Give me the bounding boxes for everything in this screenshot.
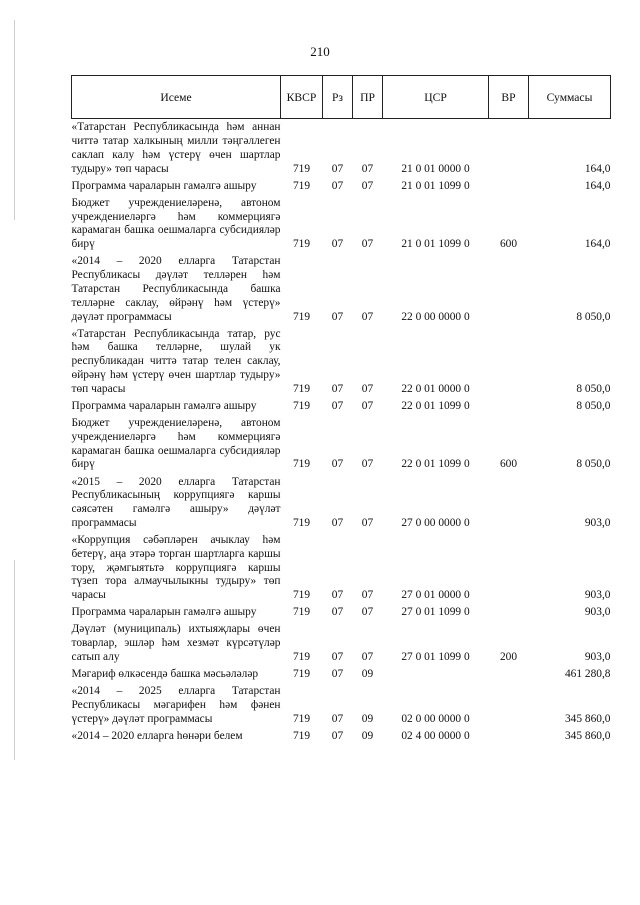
row-pr: 09 [361, 712, 374, 725]
table-row [72, 119, 611, 178]
row-name: Программа чараларын гамәлгә ашыру [71, 179, 257, 192]
row-csr: 22 0 01 1099 0 [401, 399, 470, 412]
row-sum: 903,0 [584, 589, 611, 602]
row-vr [489, 253, 529, 325]
table-row [72, 398, 611, 415]
row-vr [489, 604, 529, 621]
row-sum: 903,0 [584, 516, 611, 529]
row-csr: 27 0 01 0000 0 [401, 589, 470, 602]
row-kvsr: 719 [292, 310, 311, 323]
row-sum: 461 280,8 [564, 668, 611, 681]
row-csr: 27 0 01 1099 0 [401, 650, 470, 663]
row-csr: 27 0 01 1099 0 [401, 606, 470, 619]
row-kvsr: 719 [292, 589, 311, 602]
row-rz: 07 [331, 712, 344, 725]
row-rz: 07 [331, 606, 344, 619]
page-number: 210 [310, 44, 330, 59]
row-kvsr: 719 [292, 516, 311, 529]
row-kvsr: 719 [292, 382, 311, 395]
row-name: «2014 – 2020 елларга һөнәри белем [71, 729, 243, 742]
row-pr: 07 [361, 310, 374, 323]
row-pr: 07 [361, 382, 374, 395]
row-rz: 07 [331, 399, 344, 412]
row-vr [489, 398, 529, 415]
row-rz: 07 [331, 516, 344, 529]
row-sum: 8 050,0 [576, 399, 611, 412]
row-vr [489, 119, 529, 178]
row-rz: 07 [331, 238, 344, 251]
table-row [72, 473, 611, 531]
table-row [72, 325, 611, 397]
row-sum: 8 050,0 [576, 310, 611, 323]
row-pr: 07 [361, 606, 374, 619]
row-name: Программа чараларын гамәлгә ашыру [71, 399, 257, 412]
row-sum: 164,0 [584, 238, 611, 251]
row-name: «2015 – 2020 елларга Татарстан Республикасының коррупциягә каршы сәясәтен гамәлгә ашыру» дәүләт программасы [71, 475, 281, 529]
row-rz: 07 [331, 310, 344, 323]
table-header-row [72, 76, 611, 119]
row-vr [489, 728, 529, 745]
row-pr: 07 [361, 238, 374, 251]
table-row [72, 621, 611, 666]
row-vr [489, 532, 529, 604]
row-vr [489, 473, 529, 531]
row-name: Программа чараларын гамәлгә ашыру [71, 606, 257, 619]
row-rz: 07 [331, 589, 344, 602]
row-name: Мәгариф өлкәсендә башка мәсьәләләр [71, 668, 259, 681]
row-pr: 07 [361, 179, 374, 192]
table-row [72, 666, 611, 683]
row-pr: 09 [361, 729, 374, 742]
row-sum: 8 050,0 [576, 382, 611, 395]
row-rz: 07 [331, 650, 344, 663]
row-name: Бюджет учреждениеләренә, автоном учреждениеләргә һәм коммерциягә карамаган башка оешмаларга субсидияләр бирү [71, 417, 281, 471]
header-vr: ВР [489, 76, 529, 119]
row-name: «2014 – 2025 елларга Татарстан Республикасы мәгарифен һәм фәнен үстерү» дәүләт программасы [71, 685, 281, 725]
row-name: «Коррупция сәбәпләрен ачыклау һәм бетерү, аңа этәрә торган шартларга каршы тору, җәмгыятьтә коррупциягә каршы түзеп тора алмаучылыкны тудыру» төп чарасы [71, 533, 281, 602]
row-csr: 02 0 00 0000 0 [401, 712, 470, 725]
table-row [72, 253, 611, 325]
row-rz: 07 [331, 458, 344, 471]
row-kvsr: 719 [292, 458, 311, 471]
row-kvsr: 719 [292, 712, 311, 725]
table-row [72, 415, 611, 473]
row-name: Бюджет учреждениеләренә, автоном учреждениеләргә һәм коммерциягә карамаган башка оешмаларга субсидияләр бирү [71, 196, 281, 251]
table-row [72, 532, 611, 604]
row-kvsr: 719 [292, 729, 311, 742]
row-pr: 07 [361, 458, 374, 471]
table-row [72, 177, 611, 194]
row-name: «Татарстан Республикасында һәм аннан читтә татар халкының милли тәңгәллеген саклап калу һәм үстерү өчен шартлар тудыру» төп чарасы [71, 121, 281, 175]
row-kvsr: 719 [292, 606, 311, 619]
row-rz: 07 [331, 668, 344, 681]
row-csr [383, 666, 489, 683]
row-name: «Татарстан Республикасында татар, рус һәм башка телләрне, шулай ук республикадан читтә татар телен саклау, өйрәнү һәм үстерү өчен шартлар тудыру» төп чарасы [71, 327, 281, 395]
row-sum: 164,0 [584, 162, 611, 175]
row-rz: 07 [331, 729, 344, 742]
table-row [72, 728, 611, 745]
row-csr: 21 0 01 0000 0 [401, 162, 470, 175]
row-kvsr: 719 [292, 179, 311, 192]
row-vr [489, 683, 529, 728]
row-vr [489, 177, 529, 194]
row-vr: 200 [499, 650, 518, 663]
row-sum: 345 860,0 [564, 729, 611, 742]
row-kvsr: 719 [292, 650, 311, 663]
table-row [72, 683, 611, 728]
budget-table [71, 75, 611, 745]
row-kvsr: 719 [292, 668, 311, 681]
header-pr: ПР [353, 76, 383, 119]
row-vr: 600 [499, 238, 518, 251]
row-pr: 07 [361, 162, 374, 175]
row-rz: 07 [331, 162, 344, 175]
table-row [72, 604, 611, 621]
header-sum: Суммасы [529, 76, 611, 119]
row-pr: 07 [361, 650, 374, 663]
row-pr: 07 [361, 516, 374, 529]
row-csr: 22 0 00 0000 0 [401, 310, 470, 323]
header-kvsr: КВСР [281, 76, 323, 119]
row-kvsr: 719 [292, 162, 311, 175]
row-pr: 09 [361, 668, 374, 681]
row-csr: 22 0 01 0000 0 [401, 382, 470, 395]
scan-edge-mark [14, 560, 15, 760]
header-csr: ЦСР [383, 76, 489, 119]
table-row [72, 195, 611, 253]
row-name: «2014 – 2020 елларга Татарстан Республикасы дәүләт телләрен һәм Татарстан Республикасында башка телләрне саклау, өйрәнү һәм үстерү» дәүләт программасы [71, 255, 281, 323]
row-csr: 21 0 01 1099 0 [401, 179, 470, 192]
header-rz: Рз [323, 76, 353, 119]
row-sum: 903,0 [584, 650, 611, 663]
row-csr: 21 0 01 1099 0 [401, 238, 470, 251]
row-csr: 27 0 00 0000 0 [401, 516, 470, 529]
row-sum: 345 860,0 [564, 712, 611, 725]
row-rz: 07 [331, 382, 344, 395]
row-csr: 02 4 00 0000 0 [401, 729, 470, 742]
row-pr: 07 [361, 589, 374, 602]
row-vr [489, 666, 529, 683]
row-sum: 8 050,0 [576, 458, 611, 471]
row-vr: 600 [499, 458, 518, 471]
row-sum: 903,0 [584, 606, 611, 619]
row-kvsr: 719 [292, 399, 311, 412]
header-name: Исеме [72, 76, 281, 119]
row-kvsr: 719 [292, 238, 311, 251]
row-name: Дәүләт (муниципаль) ихтыяҗлары өчен товарлар, эшләр һәм хезмәт күрсәтүләр сатып алу [71, 623, 281, 663]
row-vr [489, 325, 529, 397]
row-rz: 07 [331, 179, 344, 192]
row-pr: 07 [361, 399, 374, 412]
row-sum: 164,0 [584, 179, 611, 192]
row-csr: 22 0 01 1099 0 [401, 458, 470, 471]
